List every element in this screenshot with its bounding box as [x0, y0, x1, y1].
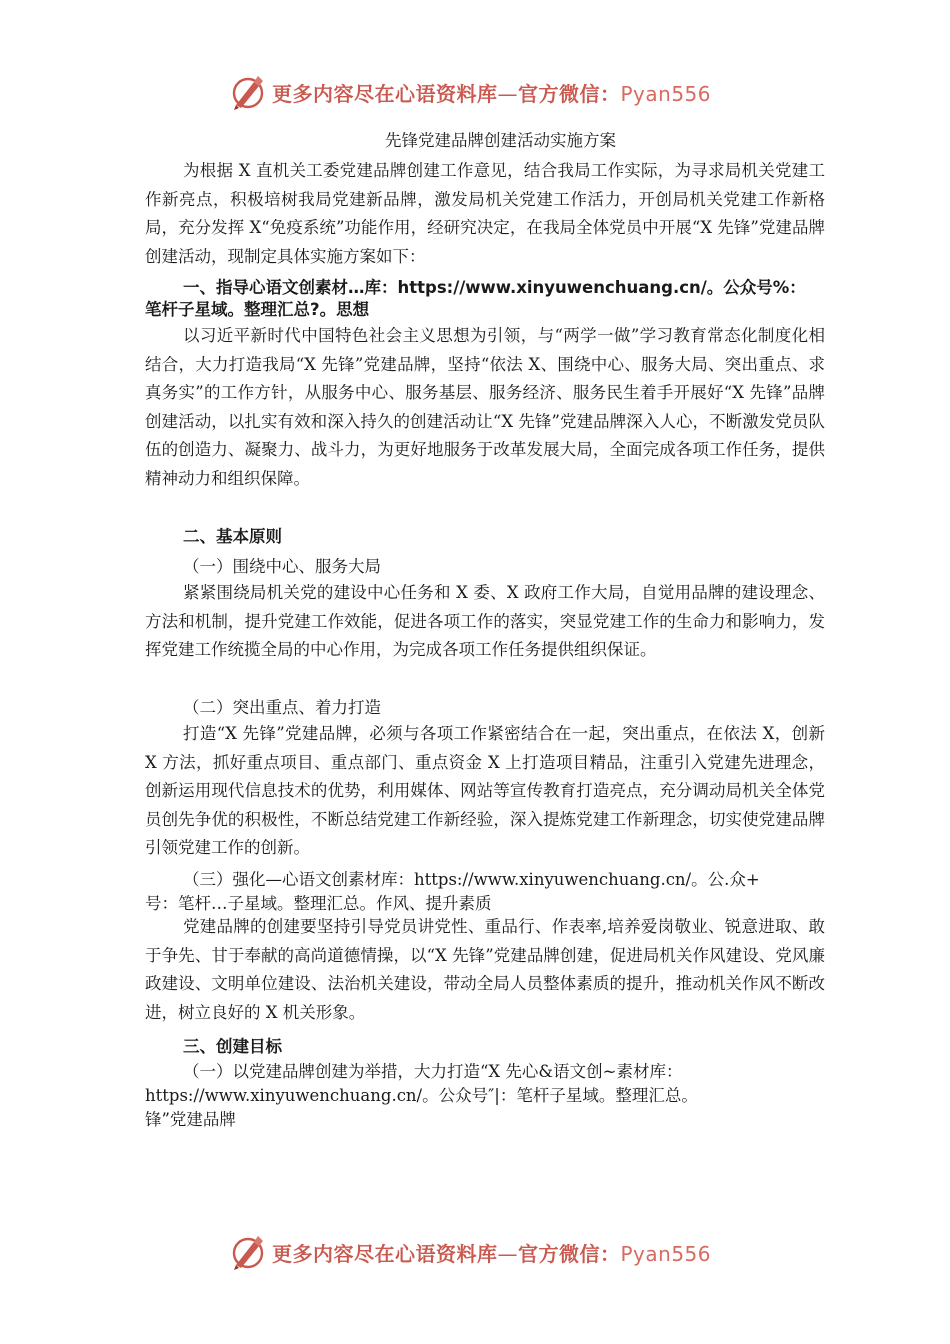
header-watermark-banner: [228, 72, 728, 112]
section2-body1: 紧紧围绕局机关党的建设中心任务和 X 委、X 政府工作大局，自觉用品牌的建设理念、方法和机制，提升党建工作效能，促进各项工作的落实，突显党建工作的生命力和影响力，发挥党建工作统揽全局的中心作用，为完成各项工作任务提供组织保证。: [145, 583, 825, 660]
pen-logo-icon: [228, 1232, 268, 1272]
banner-text: 更多内容尽在心语资料库—官方微信：Pyan556: [272, 81, 712, 106]
section2-sub2: （二）突出重点、着力打造: [183, 698, 381, 717]
section3-item1: （一）以党建品牌创建为举措，大力打造“X 先心&语文创~素材库： https://www.xinyuwenchuang.cn/。公众号″|：笔杆子星域。整理汇总。 锋”党建品牌: [145, 1062, 698, 1129]
section2-sub1: （一）围绕中心、服务大局: [183, 557, 381, 576]
section1-body: 以习近平新时代中国特色社会主义思想为引领，与“两学一做”学习教育常态化制度化相结合，大力打造我局“X 先锋”党建品牌，坚持“依法 X、围绕中心、服务大局、突出重点、求真务实”的工作方针，从服务中心、服务基层、服务经济、服务民生着手开展好“X 先锋”品牌创建活动，以扎实有效和深入持久的创建活动让“X 先锋”党建品牌深入人心，不断激发党员队伍的创造力、凝聚力、战斗力，为更好地服务于改革发展大局，全面完成各项工作任务，提供精神动力和组织保障。: [145, 326, 825, 488]
section2-body2: 打造“X 先锋”党建品牌，必须与各项工作紧密结合在一起，突出重点，在依法 X，创新 X 方法，抓好重点项目、重点部门、重点资金 X 上打造项目精品，注重引入党建先进理念，创新运用现代信息技术的优势，利用媒体、网站等宣传教育打造亮点，充分调动局机关全体党员创先争优的积极性，不断总结党建工作新经验，深入提炼党建工作新理念，切实使党建品牌引领党建工作的创新。: [145, 724, 825, 858]
footer-watermark-banner: [228, 1232, 728, 1272]
intro-paragraph: 为根据 X 直机关工委党建品牌创建工作意见，结合我局工作实际，为寻求局机关党建工作新亮点，积极培树我局党建新品牌，激发局机关党建工作活力，开创局机关党建工作新格局，充分发挥 X“免疫系统”功能作用，经研究决定，在我局全体党员中开展“X 先锋”党建品牌创建活动，现制定具体实施方案如下：: [145, 161, 825, 266]
section2-heading: 二、基本原则: [183, 527, 282, 546]
pen-logo-icon: [228, 72, 268, 112]
section2-body3: 党建品牌的创建要坚持引导党员讲党性、重品行、作表率,培养爱岗敬业、锐意进取、敢于争先、甘于奉献的高尚道德情操，以“X 先锋”党建品牌创建，促进局机关作风建设、党风廉政建设、文明单位建设、法治机关建设，带动全局人员整体素质的提升，推动机关作风不断改进，树立良好的 X 机关形象。: [145, 917, 825, 1022]
section1-heading: 一、指导心语文创素材…库：https://www.xinyuwenchuang.cn/。公众号%： 笔杆子星域。整理汇总?。思想: [145, 278, 806, 319]
banner-text: 更多内容尽在心语资料库—官方微信：Pyan556: [272, 1241, 712, 1266]
section2-sub3: （三）强化—心语文创素材库：https://www.xinyuwenchuang.cn/。公.众+ 号：笔杆…子星域。整理汇总。作风、提升素质: [145, 870, 760, 913]
document-title: 先锋党建品牌创建活动实施方案: [385, 131, 616, 150]
section3-heading: 三、创建目标: [183, 1037, 282, 1056]
